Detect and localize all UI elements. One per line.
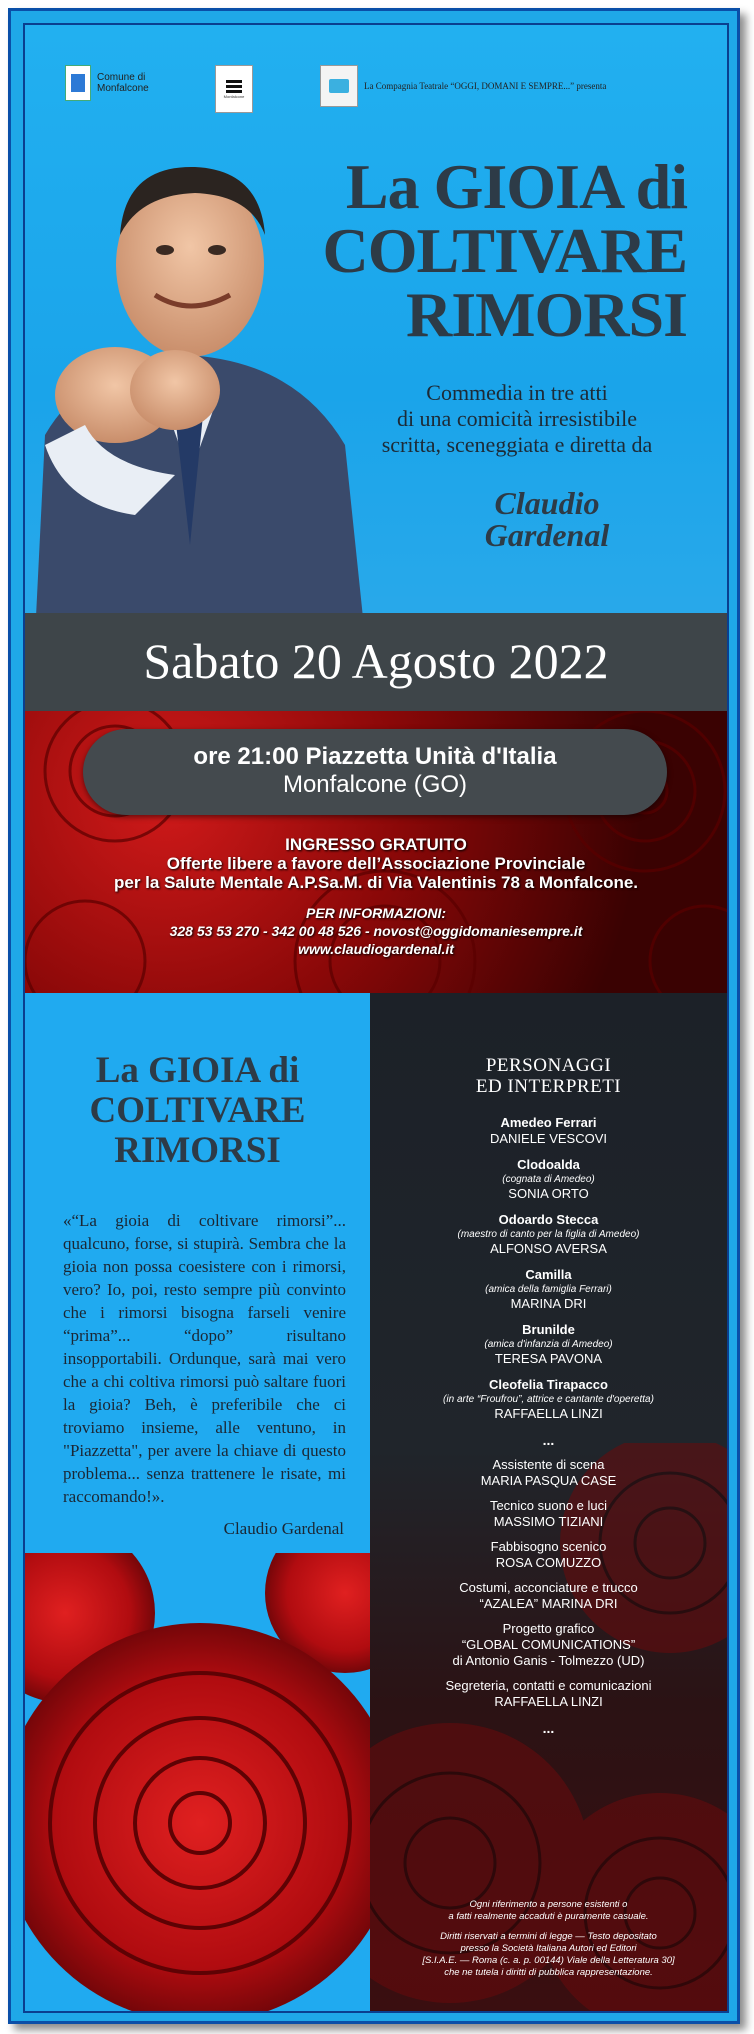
logo-monfalcone-label: Monfalcone: [223, 94, 245, 99]
entry-text: INGRESSO GRATUITO: [285, 835, 467, 854]
comune-crest-icon: [65, 65, 91, 101]
crew-value-2: di Antonio Ganis - Tolmezzo (UD): [452, 1653, 645, 1668]
character-actor: RAFFAELLA LINZI: [494, 1406, 603, 1421]
info-block: [25, 835, 727, 958]
crew-entry: [370, 1678, 727, 1710]
disclaimer: [380, 1899, 717, 1979]
logo-monfalcone: [215, 65, 253, 113]
crew-value: “GLOBAL COMUNICATIONS”: [461, 1637, 636, 1652]
subtitle: [347, 380, 687, 458]
cast-column: [370, 993, 727, 2011]
secondary-title-3: RIMORSI: [114, 1130, 281, 1171]
cast-heading: [370, 1055, 727, 1097]
venue-section: [25, 711, 727, 993]
venue-pill: [83, 729, 667, 815]
character-entry: [370, 1322, 727, 1367]
crew-label: Assistente di scena: [492, 1457, 605, 1472]
crew-entry: [370, 1457, 727, 1489]
main-title: [267, 151, 687, 350]
character-note: (in arte “Froufrou”, attrice e cantante d'operetta): [443, 1394, 654, 1405]
character-role: Cleofelia Tirapacco: [489, 1377, 608, 1392]
logo-comune-label: Comune di Monfalcone: [97, 72, 149, 94]
secondary-title-1: La GIOIA di: [95, 1050, 300, 1091]
top-section: [25, 25, 727, 637]
character-role: Amedeo Ferrari: [500, 1115, 597, 1130]
character-actor: SONIA ORTO: [508, 1186, 589, 1201]
crew-label: Fabbisogno scenico: [490, 1539, 607, 1554]
logos-row: [65, 65, 707, 125]
disclaimer-line-4: presso la Società Italiana Autori ed Editori: [460, 1943, 637, 1954]
subtitle-line-1: Commedia in tre atti: [426, 380, 608, 405]
character-entry: [370, 1377, 727, 1422]
venue-city: Monfalcone (GO): [282, 771, 468, 798]
crew-entry: [370, 1539, 727, 1571]
title-line-2: COLTIVARE: [322, 215, 687, 286]
crew-entry: [370, 1498, 727, 1530]
author-last: Gardenal: [484, 517, 610, 553]
logo-comune: [65, 65, 157, 101]
secondary-title-2: COLTIVARE: [89, 1090, 306, 1131]
cast-heading-1: PERSONAGGI: [485, 1055, 612, 1076]
character-actor: MARINA DRI: [510, 1296, 587, 1311]
crew-entry: [370, 1580, 727, 1612]
cast-list: [370, 1055, 727, 1736]
character-entry: [370, 1212, 727, 1257]
crew-label: Progetto grafico: [502, 1621, 595, 1636]
cast-heading-2: ED INTERPRETI: [475, 1076, 622, 1097]
crew-value: ROSA COMUZZO: [495, 1555, 602, 1570]
character-entry: [370, 1157, 727, 1202]
date-band: [25, 613, 727, 711]
website: www.claudiogardenal.it: [298, 941, 454, 957]
character-role: Clodoalda: [517, 1157, 580, 1172]
character-note: (cognata di Amedeo): [502, 1174, 595, 1185]
event-date: Sabato 20 Agosto 2022: [143, 633, 609, 689]
crew-value: “AZALEA” MARINA DRI: [479, 1596, 618, 1611]
character-role: Camilla: [525, 1267, 572, 1282]
disclaimer-line-6: che ne tutela i diritti di pubblica rappresentazione.: [444, 1967, 653, 1978]
crew-value: MARIA PASQUA CASE: [480, 1473, 617, 1488]
separator-dots: ...: [542, 1432, 555, 1448]
quote-signature: Claudio Gardenal: [223, 1519, 344, 1538]
crew-entry: [370, 1621, 727, 1669]
character-role: Odoardo Stecca: [498, 1212, 599, 1227]
author-first: Claudio: [494, 485, 600, 521]
poster-frame: [8, 8, 740, 2024]
presenter-text: La Compagnia Teatrale “OGGI, DOMANI E SEMPRE...” presenta: [364, 81, 607, 91]
subtitle-line-3: scritta, sceneggiata e diretta da: [381, 432, 653, 457]
crew-value: RAFFAELLA LINZI: [494, 1694, 603, 1709]
character-entry: [370, 1267, 727, 1312]
title-line-1: La GIOIA di: [345, 151, 687, 222]
crew-label: Costumi, acconciature e trucco: [459, 1580, 638, 1595]
author-quote: «“La gioia di coltivare rimorsi”... qualcuno, forse, si stupirà. Sembra che la gioia non possa coesistere con i rimorsi, vero? Io, poi, resto sempre più convinto che i rimorsi bisogna farseli venire “prima”... “dopo” risultano insopportabili. Ordunque, sarà mai vero che a chi coltiva rimorsi può saltare fuori la gioia? Beh, è preferibile che ci troviamo insieme, alle ventuno, in "Piazzetta", per avere la chiave di questo problema... senza trattenere le risate, mi raccomando!».: [63, 1211, 346, 1506]
rose-image: [25, 1553, 370, 2011]
theatre-company-logo-icon: [320, 65, 358, 107]
description-column: [25, 993, 370, 2011]
subtitle-line-2: di una comicità irresistibile: [396, 406, 638, 431]
character-note: (maestro di canto per la figlia di Amedeo): [457, 1229, 640, 1240]
character-actor: TERESA PAVONA: [494, 1351, 603, 1366]
crew-value: MASSIMO TIZIANI: [493, 1514, 604, 1529]
crew-label: Segreteria, contatti e comunicazioni: [445, 1678, 652, 1693]
title-line-3: RIMORSI: [405, 279, 687, 350]
contacts: 328 53 53 270 - 342 00 48 526 - novost@oggidomaniesempre.it: [169, 923, 583, 939]
character-role: Brunilde: [522, 1322, 575, 1337]
crew-label: Tecnico suono e luci: [489, 1498, 608, 1513]
disclaimer-line-3: Diritti riservati a termini di legge — Testo depositato: [440, 1931, 657, 1942]
venue-time-place: ore 21:00 Piazzetta Unità d'Italia: [193, 743, 557, 770]
character-actor: ALFONSO AVERSA: [490, 1241, 607, 1256]
info-line-1: Offerte libere a favore dell’Associazione Provinciale: [166, 854, 586, 873]
character-note: (amica della famiglia Ferrari): [485, 1284, 612, 1295]
character-entry: [370, 1115, 727, 1147]
more-info-label: PER INFORMAZIONI:: [306, 905, 446, 921]
secondary-title: [25, 1051, 370, 1171]
author-name: [437, 487, 657, 551]
logo-compagnia: [320, 65, 606, 107]
separator-dots-2: ...: [542, 1720, 555, 1736]
disclaimer-line-2: a fatti realmente accaduti è puramente casuale.: [448, 1911, 649, 1922]
info-line-2: per la Salute Mentale A.P.Sa.M. di Via Valentinis 78 a Monfalcone.: [113, 873, 639, 892]
character-actor: DANIELE VESCOVI: [489, 1131, 608, 1146]
disclaimer-line-1: Ogni riferimento a persone esistenti o: [469, 1899, 628, 1910]
poster: [23, 23, 729, 2013]
monfalcone-logo-icon: [215, 65, 253, 113]
character-note: (amica d'infanzia di Amedeo): [484, 1339, 613, 1350]
disclaimer-line-5: [S.I.A.E. — Roma (c. a. p. 00144) Viale della Letteratura 30]: [422, 1955, 675, 1966]
